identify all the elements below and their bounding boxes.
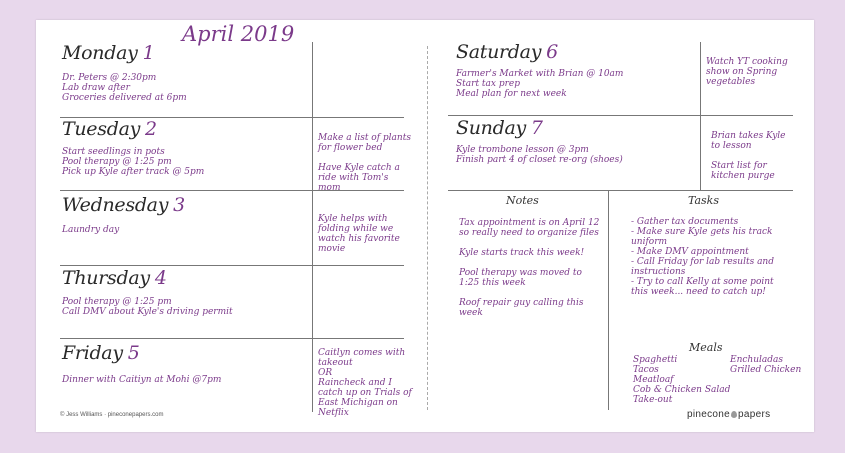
day-side-notes — [318, 133, 412, 203]
notes-heading: Notes — [506, 194, 539, 207]
side-note: Kyle helps with folding while we watch his favorite movie — [318, 214, 400, 254]
meal-item: Grilled Chicken — [730, 365, 802, 375]
planner-page — [36, 20, 814, 432]
entry: Farmer's Market with Brian @ 10am — [456, 69, 624, 79]
pinecone-icon — [731, 411, 737, 418]
note-item: Tax appointment is on April 12 so really need to organize files — [459, 218, 600, 238]
row-line — [60, 265, 404, 266]
day-name: Sunday — [456, 117, 526, 139]
meal-item: Enchuladas — [730, 355, 783, 365]
day-number: 3 — [173, 194, 185, 216]
brand-left: pinecone — [687, 409, 730, 420]
note-item: Pool therapy was moved to 1:25 this week — [459, 268, 582, 288]
entry: Kyle trombone lesson @ 3pm — [456, 145, 589, 155]
day-entries — [62, 147, 204, 177]
note-item: Kyle starts track this week! — [459, 248, 585, 258]
side-note: Raincheck and I catch up on Trials of East Michigan on Netflix — [318, 378, 412, 418]
day-side-notes — [318, 214, 402, 264]
meal-item: Cob & Chicken Salad — [633, 385, 731, 395]
meals-heading: Meals — [689, 341, 723, 354]
meal-item: Take-out — [633, 395, 673, 405]
day-number: 4 — [154, 267, 167, 289]
day-entries — [62, 73, 187, 103]
task-item: - Gather tax documents — [631, 217, 739, 227]
day-number: 5 — [127, 342, 140, 364]
day-side-notes — [706, 57, 794, 97]
day-name: Thursday — [62, 267, 150, 289]
task-item: - Make sure Kyle gets his track uniform — [631, 227, 773, 247]
day-heading — [62, 267, 167, 289]
entry: Dr. Peters @ 2:30pm — [62, 73, 157, 83]
day-name: Friday — [62, 342, 123, 364]
day-name: Tuesday — [62, 118, 141, 140]
side-note: Have Kyle catch a ride with Tom's mom — [318, 163, 400, 193]
meals-col2 — [730, 355, 801, 375]
notes-tasks-divider — [608, 190, 609, 410]
right-divider — [700, 42, 701, 190]
entry: Pool therapy @ 1:25 pm — [62, 157, 172, 167]
day-number: 7 — [530, 117, 543, 139]
brand-logo — [687, 409, 770, 420]
day-number: 2 — [145, 118, 157, 140]
day-heading — [456, 41, 558, 63]
entry: Finish part 4 of closet re-org (shoes) — [456, 155, 623, 165]
meal-item: Meatloaf — [633, 375, 674, 385]
entry: Meal plan for next week — [456, 89, 567, 99]
entry: Start seedlings in pots — [62, 147, 165, 157]
day-heading — [62, 118, 157, 140]
brand-right: papers — [738, 409, 771, 420]
day-name: Wednesday — [62, 194, 169, 216]
tasks-list — [631, 217, 779, 297]
day-heading — [62, 342, 140, 364]
day-name: Monday — [62, 42, 138, 64]
entry: Start tax prep — [456, 79, 520, 89]
task-item: - Call Friday for lab results and instructions — [631, 257, 774, 277]
entry: Pool therapy @ 1:25 pm — [62, 297, 172, 307]
day-entries — [62, 225, 119, 235]
task-item: - Try to call Kelly at some point this week... need to catch up! — [631, 277, 774, 297]
notes-list — [459, 218, 603, 328]
tasks-heading: Tasks — [688, 194, 719, 207]
entry: Lab draw after — [62, 83, 130, 93]
meal-item: Tacos — [633, 365, 659, 375]
day-heading — [62, 42, 154, 64]
month-title: April 2019 — [182, 22, 295, 46]
entry: Dinner with Caitiyn at Mohi @7pm — [62, 375, 222, 385]
side-note: Start list for kitchen purge — [711, 161, 775, 181]
left-divider — [312, 42, 313, 412]
day-heading — [456, 117, 543, 139]
side-note: Caitlyn comes with takeout — [318, 348, 406, 368]
day-entries — [62, 297, 233, 317]
row-line — [60, 338, 404, 339]
meal-item: Spaghetti — [633, 355, 678, 365]
day-side-notes — [711, 131, 795, 191]
entry: Call DMV about Kyle's driving permit — [62, 307, 233, 317]
row-line — [448, 115, 793, 116]
task-item: - Make DMV appointment — [631, 247, 749, 257]
day-entries — [456, 145, 623, 165]
day-number: 6 — [546, 41, 558, 63]
side-note: Watch YT cooking show on Spring vegetables — [706, 57, 788, 87]
center-fold — [427, 46, 428, 410]
meals-col1 — [633, 355, 730, 405]
day-side-notes — [318, 348, 412, 418]
day-heading — [62, 194, 185, 216]
copyright-text: © Jess Williams · pineconepapers.com — [60, 412, 164, 418]
day-entries — [62, 375, 221, 385]
entry: Laundry day — [62, 225, 120, 235]
day-number: 1 — [142, 42, 155, 64]
note-item: Roof repair guy calling this week — [459, 298, 584, 318]
day-entries — [456, 69, 623, 99]
entry: Pick up Kyle after track @ 5pm — [62, 167, 205, 177]
side-note: Brian takes Kyle to lesson — [711, 131, 786, 151]
side-note: Make a list of plants for flower bed — [318, 133, 411, 153]
day-name: Saturday — [456, 41, 542, 63]
entry: Groceries delivered at 6pm — [62, 93, 187, 103]
side-note: OR — [318, 368, 333, 378]
